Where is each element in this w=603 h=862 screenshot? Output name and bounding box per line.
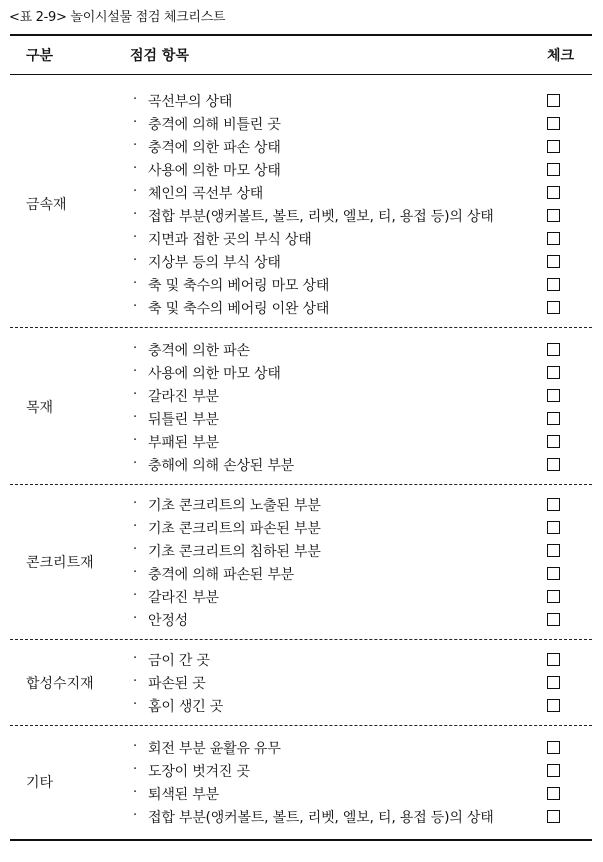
category-group — [10, 639, 592, 725]
check-item-row — [10, 562, 592, 585]
checkbox[interactable] — [547, 94, 560, 107]
checkbox[interactable] — [547, 699, 560, 712]
check-item-row — [10, 338, 592, 361]
checkbox[interactable] — [547, 232, 560, 245]
bullet-icon: · — [133, 230, 137, 245]
check-item-text: 충격에 의해 비틀린 곳 — [148, 117, 281, 133]
bullet-icon: · — [133, 299, 137, 314]
table-header — [10, 36, 592, 75]
check-item-row — [10, 759, 592, 782]
category-group — [10, 75, 592, 327]
check-item-text: 체인의 곡선부 상태 — [148, 186, 264, 202]
bullet-icon: · — [133, 364, 137, 379]
check-item-row — [10, 296, 592, 319]
checkbox[interactable] — [547, 544, 560, 557]
check-item-row — [10, 453, 592, 476]
category-label: 합성수지재 — [26, 675, 94, 692]
check-item-text: 지면과 접한 곳의 부식 상태 — [148, 232, 312, 248]
check-item-row — [10, 608, 592, 631]
checkbox[interactable] — [547, 613, 560, 626]
bullet-icon: · — [133, 762, 137, 777]
check-item-text: 접합 부분(앵커볼트, 볼트, 리벳, 엘보, 티, 용접 등)의 상태 — [148, 209, 494, 225]
check-item-text: 갈라진 부분 — [148, 590, 219, 606]
check-item-row — [10, 493, 592, 516]
check-item-text: 회전 부분 윤활유 유무 — [148, 741, 281, 757]
header-items: 점검 항목 — [130, 48, 189, 64]
check-item-text: 사용에 의한 마모 상태 — [148, 163, 281, 179]
bullet-icon: · — [133, 588, 137, 603]
check-item-text: 홈이 생긴 곳 — [148, 699, 224, 715]
bullet-icon: · — [133, 519, 137, 534]
check-item-text: 기초 콘크리트의 파손된 부분 — [148, 521, 321, 537]
checkbox[interactable] — [547, 676, 560, 689]
check-item-text: 축 및 축수의 베어링 이완 상태 — [148, 301, 330, 317]
checkbox[interactable] — [547, 209, 560, 222]
category-label: 금속재 — [26, 197, 67, 213]
check-item-row — [10, 648, 592, 671]
check-item-list — [10, 648, 592, 717]
bullet-icon: · — [133, 542, 137, 557]
check-item-row — [10, 384, 592, 407]
checkbox[interactable] — [547, 186, 560, 199]
checkbox[interactable] — [547, 458, 560, 471]
checkbox[interactable] — [547, 521, 560, 534]
check-item-text: 충해에 의해 손상된 부분 — [148, 458, 294, 474]
header-check: 체크 — [547, 48, 575, 64]
check-item-row — [10, 273, 592, 296]
checkbox[interactable] — [547, 741, 560, 754]
bullet-icon: · — [133, 496, 137, 511]
check-item-row — [10, 516, 592, 539]
bullet-icon: · — [133, 651, 137, 666]
check-item-row — [10, 407, 592, 430]
checkbox[interactable] — [547, 389, 560, 402]
check-item-text: 사용에 의한 마모 상태 — [148, 366, 281, 382]
check-item-row — [10, 671, 592, 694]
bullet-icon: · — [133, 739, 137, 754]
check-item-text: 뒤틀린 부분 — [148, 412, 219, 428]
header-category: 구분 — [26, 48, 54, 64]
check-item-row — [10, 361, 592, 384]
check-item-list — [10, 493, 592, 631]
bullet-icon: · — [133, 410, 137, 425]
checkbox[interactable] — [547, 163, 560, 176]
check-item-list — [10, 338, 592, 476]
check-item-row — [10, 250, 592, 273]
checkbox[interactable] — [547, 567, 560, 580]
checkbox[interactable] — [547, 255, 560, 268]
bullet-icon: · — [133, 341, 137, 356]
check-item-row — [10, 112, 592, 135]
bullet-icon: · — [133, 138, 137, 153]
checkbox[interactable] — [547, 343, 560, 356]
check-item-text: 축 및 축수의 베어링 마모 상태 — [148, 278, 330, 294]
check-item-text: 금이 간 곳 — [148, 653, 210, 669]
bullet-icon: · — [133, 387, 137, 402]
check-item-text: 부패된 부분 — [148, 435, 219, 451]
checkbox[interactable] — [547, 498, 560, 511]
checklist-table — [10, 34, 592, 841]
table-body — [10, 75, 592, 839]
check-item-text: 파손된 곳 — [148, 676, 206, 692]
check-item-list — [10, 736, 592, 828]
bullet-icon: · — [133, 785, 137, 800]
checkbox[interactable] — [547, 435, 560, 448]
check-item-row — [10, 135, 592, 158]
bullet-icon: · — [133, 207, 137, 222]
checkbox[interactable] — [547, 278, 560, 291]
category-label: 목재 — [26, 400, 54, 416]
category-group — [10, 725, 592, 839]
bullet-icon: · — [133, 115, 137, 130]
bullet-icon: · — [133, 456, 137, 471]
check-item-text: 지상부 등의 부식 상태 — [148, 255, 281, 271]
bullet-icon: · — [133, 92, 137, 107]
check-item-text: 충격에 의한 파손 — [148, 343, 250, 359]
check-item-row — [10, 181, 592, 204]
check-item-text: 기초 콘크리트의 침하된 부분 — [148, 544, 321, 560]
category-group — [10, 484, 592, 639]
check-item-row — [10, 430, 592, 453]
checkbox[interactable] — [547, 117, 560, 130]
checkbox[interactable] — [547, 653, 560, 666]
checkbox[interactable] — [547, 140, 560, 153]
check-item-list — [10, 89, 592, 319]
check-item-row — [10, 539, 592, 562]
check-item-row — [10, 158, 592, 181]
check-item-text: 곡선부의 상태 — [148, 94, 233, 110]
category-label: 기타 — [26, 775, 54, 791]
check-item-row — [10, 227, 592, 250]
category-label: 콘크리트재 — [26, 555, 94, 571]
bullet-icon: · — [133, 565, 137, 580]
check-item-text: 퇴색된 부분 — [148, 787, 219, 803]
check-item-row — [10, 736, 592, 759]
checkbox[interactable] — [547, 412, 560, 425]
check-item-text: 기초 콘크리트의 노출된 부분 — [148, 498, 321, 514]
checkbox[interactable] — [547, 590, 560, 603]
checkbox[interactable] — [547, 366, 560, 379]
check-item-text: 도장이 벗겨진 곳 — [148, 764, 250, 780]
bullet-icon: · — [133, 253, 137, 268]
check-item-text: 충격에 의해 파손된 부분 — [148, 567, 294, 583]
check-item-text: 충격에 의한 파손 상태 — [148, 140, 281, 156]
bullet-icon: · — [133, 674, 137, 689]
bullet-icon: · — [133, 161, 137, 176]
bullet-icon: · — [133, 808, 137, 823]
bullet-icon: · — [133, 276, 137, 291]
check-item-row — [10, 585, 592, 608]
checkbox[interactable] — [547, 764, 560, 777]
check-item-row — [10, 782, 592, 805]
check-item-text: 접합 부분(앵커볼트, 볼트, 리벳, 엘보, 티, 용접 등)의 상태 — [148, 810, 494, 826]
category-group — [10, 327, 592, 484]
table-caption: <표 2-9> 놀이시설물 점검 체크리스트 — [9, 10, 226, 25]
check-item-text: 갈라진 부분 — [148, 389, 219, 405]
check-item-text: 안정성 — [148, 613, 188, 629]
checkbox[interactable] — [547, 787, 560, 800]
check-item-row — [10, 805, 592, 828]
check-item-row — [10, 204, 592, 227]
checkbox[interactable] — [547, 301, 560, 314]
bullet-icon: · — [133, 697, 137, 712]
check-item-row — [10, 89, 592, 112]
bullet-icon: · — [133, 433, 137, 448]
bullet-icon: · — [133, 184, 137, 199]
checkbox[interactable] — [547, 810, 560, 823]
bullet-icon: · — [133, 611, 137, 626]
check-item-row — [10, 694, 592, 717]
